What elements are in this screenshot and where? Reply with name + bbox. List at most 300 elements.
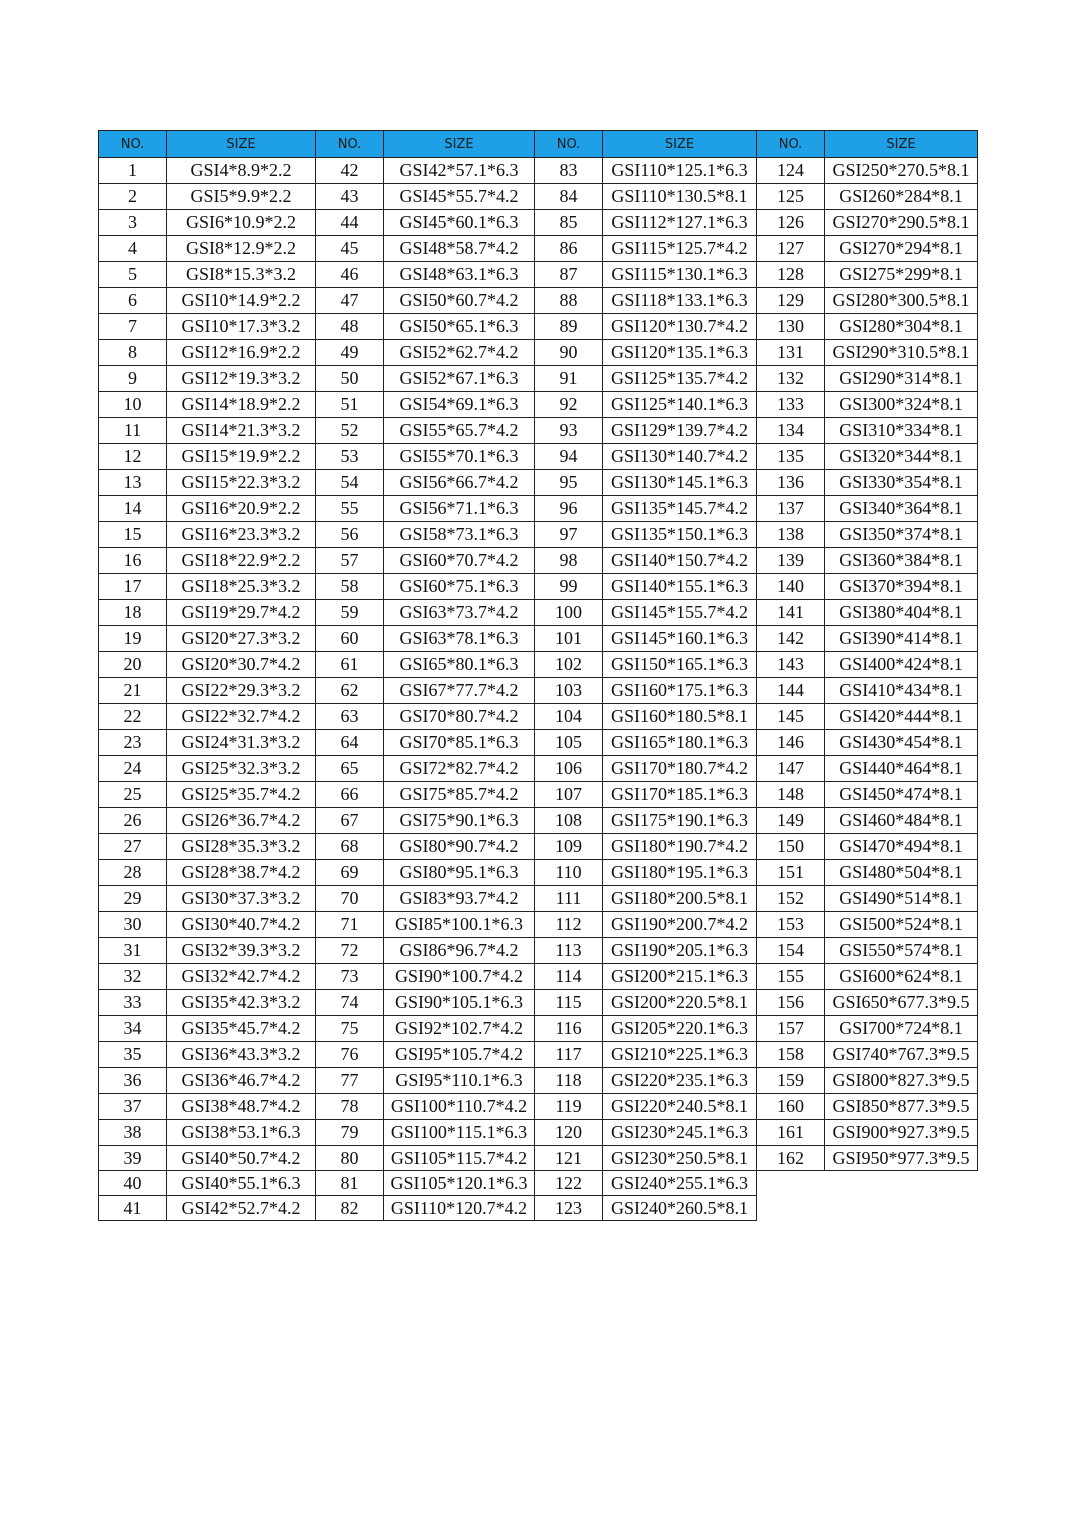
size-cell: GSI140*155.1*6.3 bbox=[603, 574, 757, 600]
table-row bbox=[99, 210, 978, 236]
size-cell: GSI740*767.3*9.5 bbox=[825, 1042, 978, 1068]
size-cell: GSI160*180.5*8.1 bbox=[603, 704, 757, 730]
size-cell: GSI145*160.1*6.3 bbox=[603, 626, 757, 652]
table-row bbox=[99, 756, 978, 782]
table-row bbox=[99, 1068, 978, 1094]
no-cell: 69 bbox=[316, 860, 384, 886]
table-row bbox=[99, 418, 978, 444]
header-size-col-1: SIZE bbox=[167, 131, 316, 158]
no-cell: 147 bbox=[757, 756, 825, 782]
table-row bbox=[99, 886, 978, 912]
table-row bbox=[99, 782, 978, 808]
size-cell: GSI115*130.1*6.3 bbox=[603, 262, 757, 288]
size-cell: GSI95*110.1*6.3 bbox=[384, 1068, 535, 1094]
no-cell: 60 bbox=[316, 626, 384, 652]
no-cell: 130 bbox=[757, 314, 825, 340]
no-cell: 86 bbox=[535, 236, 603, 262]
no-cell: 50 bbox=[316, 366, 384, 392]
size-cell: GSI75*85.7*4.2 bbox=[384, 782, 535, 808]
no-cell: 145 bbox=[757, 704, 825, 730]
size-cell: GSI270*290.5*8.1 bbox=[825, 210, 978, 236]
empty-cell bbox=[757, 1196, 825, 1221]
no-cell: 23 bbox=[99, 730, 167, 756]
size-cell: GSI205*220.1*6.3 bbox=[603, 1016, 757, 1042]
no-cell: 142 bbox=[757, 626, 825, 652]
size-cell: GSI28*38.7*4.2 bbox=[167, 860, 316, 886]
size-cell: GSI15*19.9*2.2 bbox=[167, 444, 316, 470]
size-cell: GSI63*73.7*4.2 bbox=[384, 600, 535, 626]
no-cell: 104 bbox=[535, 704, 603, 730]
no-cell: 132 bbox=[757, 366, 825, 392]
table-row bbox=[99, 548, 978, 574]
no-cell: 155 bbox=[757, 964, 825, 990]
size-cell: GSI25*32.3*3.2 bbox=[167, 756, 316, 782]
size-cell: GSI20*30.7*4.2 bbox=[167, 652, 316, 678]
no-cell: 39 bbox=[99, 1146, 167, 1171]
no-cell: 79 bbox=[316, 1120, 384, 1146]
size-cell: GSI170*180.7*4.2 bbox=[603, 756, 757, 782]
size-cell: GSI22*32.7*4.2 bbox=[167, 704, 316, 730]
size-cell: GSI135*145.7*4.2 bbox=[603, 496, 757, 522]
empty-cell bbox=[825, 1171, 978, 1196]
size-cell: GSI40*50.7*4.2 bbox=[167, 1146, 316, 1171]
no-cell: 33 bbox=[99, 990, 167, 1016]
no-cell: 131 bbox=[757, 340, 825, 366]
table-row bbox=[99, 730, 978, 756]
size-cell: GSI190*205.1*6.3 bbox=[603, 938, 757, 964]
no-cell: 53 bbox=[316, 444, 384, 470]
no-cell: 156 bbox=[757, 990, 825, 1016]
size-cell: GSI340*364*8.1 bbox=[825, 496, 978, 522]
no-cell: 118 bbox=[535, 1068, 603, 1094]
table-row bbox=[99, 990, 978, 1016]
no-cell: 21 bbox=[99, 678, 167, 704]
table-row bbox=[99, 860, 978, 886]
no-cell: 32 bbox=[99, 964, 167, 990]
no-cell: 138 bbox=[757, 522, 825, 548]
size-cell: GSI110*125.1*6.3 bbox=[603, 158, 757, 184]
header-no-col-1: NO. bbox=[99, 131, 167, 158]
size-cell: GSI105*115.7*4.2 bbox=[384, 1146, 535, 1171]
size-cell: GSI420*444*8.1 bbox=[825, 704, 978, 730]
size-cell: GSI60*75.1*6.3 bbox=[384, 574, 535, 600]
table-row bbox=[99, 184, 978, 210]
header-row bbox=[99, 131, 978, 158]
size-cell: GSI90*100.7*4.2 bbox=[384, 964, 535, 990]
size-cell: GSI118*133.1*6.3 bbox=[603, 288, 757, 314]
size-table bbox=[98, 130, 978, 1221]
no-cell: 127 bbox=[757, 236, 825, 262]
no-cell: 99 bbox=[535, 574, 603, 600]
no-cell: 141 bbox=[757, 600, 825, 626]
no-cell: 54 bbox=[316, 470, 384, 496]
table-row bbox=[99, 158, 978, 184]
size-cell: GSI135*150.1*6.3 bbox=[603, 522, 757, 548]
no-cell: 152 bbox=[757, 886, 825, 912]
size-cell: GSI300*324*8.1 bbox=[825, 392, 978, 418]
size-cell: GSI28*35.3*3.2 bbox=[167, 834, 316, 860]
size-cell: GSI4*8.9*2.2 bbox=[167, 158, 316, 184]
table-row bbox=[99, 652, 978, 678]
no-cell: 29 bbox=[99, 886, 167, 912]
size-cell: GSI55*65.7*4.2 bbox=[384, 418, 535, 444]
no-cell: 87 bbox=[535, 262, 603, 288]
no-cell: 111 bbox=[535, 886, 603, 912]
size-cell: GSI80*90.7*4.2 bbox=[384, 834, 535, 860]
no-cell: 19 bbox=[99, 626, 167, 652]
size-cell: GSI45*60.1*6.3 bbox=[384, 210, 535, 236]
no-cell: 81 bbox=[316, 1171, 384, 1196]
header-no-col-4: NO. bbox=[757, 131, 825, 158]
no-cell: 52 bbox=[316, 418, 384, 444]
no-cell: 24 bbox=[99, 756, 167, 782]
size-cell: GSI360*384*8.1 bbox=[825, 548, 978, 574]
size-cell: GSI230*245.1*6.3 bbox=[603, 1120, 757, 1146]
table-row bbox=[99, 340, 978, 366]
size-cell: GSI12*19.3*3.2 bbox=[167, 366, 316, 392]
table-row bbox=[99, 704, 978, 730]
header-size-col-2: SIZE bbox=[384, 131, 535, 158]
size-cell: GSI8*12.9*2.2 bbox=[167, 236, 316, 262]
size-cell: GSI63*78.1*6.3 bbox=[384, 626, 535, 652]
size-cell: GSI56*71.1*6.3 bbox=[384, 496, 535, 522]
size-cell: GSI19*29.7*4.2 bbox=[167, 600, 316, 626]
size-cell: GSI280*300.5*8.1 bbox=[825, 288, 978, 314]
size-cell: GSI48*63.1*6.3 bbox=[384, 262, 535, 288]
no-cell: 128 bbox=[757, 262, 825, 288]
size-cell: GSI15*22.3*3.2 bbox=[167, 470, 316, 496]
size-cell: GSI8*15.3*3.2 bbox=[167, 262, 316, 288]
size-cell: GSI180*190.7*4.2 bbox=[603, 834, 757, 860]
no-cell: 139 bbox=[757, 548, 825, 574]
no-cell: 73 bbox=[316, 964, 384, 990]
size-cell: GSI112*127.1*6.3 bbox=[603, 210, 757, 236]
no-cell: 43 bbox=[316, 184, 384, 210]
no-cell: 75 bbox=[316, 1016, 384, 1042]
no-cell: 112 bbox=[535, 912, 603, 938]
size-cell: GSI60*70.7*4.2 bbox=[384, 548, 535, 574]
no-cell: 121 bbox=[535, 1146, 603, 1171]
no-cell: 97 bbox=[535, 522, 603, 548]
table-row bbox=[99, 496, 978, 522]
size-cell: GSI500*524*8.1 bbox=[825, 912, 978, 938]
size-cell: GSI25*35.7*4.2 bbox=[167, 782, 316, 808]
size-cell: GSI130*145.1*6.3 bbox=[603, 470, 757, 496]
no-cell: 88 bbox=[535, 288, 603, 314]
no-cell: 134 bbox=[757, 418, 825, 444]
size-cell: GSI16*23.3*3.2 bbox=[167, 522, 316, 548]
table-row bbox=[99, 470, 978, 496]
no-cell: 71 bbox=[316, 912, 384, 938]
size-cell: GSI165*180.1*6.3 bbox=[603, 730, 757, 756]
size-cell: GSI55*70.1*6.3 bbox=[384, 444, 535, 470]
no-cell: 103 bbox=[535, 678, 603, 704]
no-cell: 95 bbox=[535, 470, 603, 496]
no-cell: 55 bbox=[316, 496, 384, 522]
table-row bbox=[99, 366, 978, 392]
table-row bbox=[99, 964, 978, 990]
no-cell: 143 bbox=[757, 652, 825, 678]
no-cell: 59 bbox=[316, 600, 384, 626]
no-cell: 113 bbox=[535, 938, 603, 964]
size-cell: GSI200*215.1*6.3 bbox=[603, 964, 757, 990]
size-cell: GSI52*67.1*6.3 bbox=[384, 366, 535, 392]
no-cell: 44 bbox=[316, 210, 384, 236]
no-cell: 98 bbox=[535, 548, 603, 574]
table-row bbox=[99, 938, 978, 964]
table-row bbox=[99, 262, 978, 288]
no-cell: 151 bbox=[757, 860, 825, 886]
no-cell: 12 bbox=[99, 444, 167, 470]
no-cell: 15 bbox=[99, 522, 167, 548]
size-cell: GSI20*27.3*3.2 bbox=[167, 626, 316, 652]
size-cell: GSI370*394*8.1 bbox=[825, 574, 978, 600]
no-cell: 5 bbox=[99, 262, 167, 288]
size-cell: GSI290*314*8.1 bbox=[825, 366, 978, 392]
no-cell: 153 bbox=[757, 912, 825, 938]
size-cell: GSI900*927.3*9.5 bbox=[825, 1120, 978, 1146]
size-cell: GSI450*474*8.1 bbox=[825, 782, 978, 808]
no-cell: 133 bbox=[757, 392, 825, 418]
no-cell: 41 bbox=[99, 1196, 167, 1221]
no-cell: 123 bbox=[535, 1196, 603, 1221]
size-cell: GSI95*105.7*4.2 bbox=[384, 1042, 535, 1068]
no-cell: 6 bbox=[99, 288, 167, 314]
no-cell: 37 bbox=[99, 1094, 167, 1120]
size-cell: GSI850*877.3*9.5 bbox=[825, 1094, 978, 1120]
table-row bbox=[99, 1171, 978, 1196]
empty-cell bbox=[825, 1196, 978, 1221]
size-cell: GSI460*484*8.1 bbox=[825, 808, 978, 834]
no-cell: 61 bbox=[316, 652, 384, 678]
size-cell: GSI105*120.1*6.3 bbox=[384, 1171, 535, 1196]
size-cell: GSI86*96.7*4.2 bbox=[384, 938, 535, 964]
header-size-col-3: SIZE bbox=[603, 131, 757, 158]
no-cell: 109 bbox=[535, 834, 603, 860]
no-cell: 135 bbox=[757, 444, 825, 470]
size-cell: GSI650*677.3*9.5 bbox=[825, 990, 978, 1016]
no-cell: 96 bbox=[535, 496, 603, 522]
size-cell: GSI200*220.5*8.1 bbox=[603, 990, 757, 1016]
table-row bbox=[99, 1016, 978, 1042]
no-cell: 101 bbox=[535, 626, 603, 652]
size-cell: GSI32*39.3*3.2 bbox=[167, 938, 316, 964]
no-cell: 34 bbox=[99, 1016, 167, 1042]
no-cell: 92 bbox=[535, 392, 603, 418]
no-cell: 46 bbox=[316, 262, 384, 288]
size-cell: GSI30*40.7*4.2 bbox=[167, 912, 316, 938]
size-cell: GSI480*504*8.1 bbox=[825, 860, 978, 886]
table-row bbox=[99, 522, 978, 548]
no-cell: 110 bbox=[535, 860, 603, 886]
no-cell: 124 bbox=[757, 158, 825, 184]
no-cell: 162 bbox=[757, 1146, 825, 1171]
size-cell: GSI75*90.1*6.3 bbox=[384, 808, 535, 834]
table-row bbox=[99, 574, 978, 600]
size-cell: GSI310*334*8.1 bbox=[825, 418, 978, 444]
no-cell: 38 bbox=[99, 1120, 167, 1146]
size-cell: GSI30*37.3*3.2 bbox=[167, 886, 316, 912]
size-cell: GSI390*414*8.1 bbox=[825, 626, 978, 652]
no-cell: 57 bbox=[316, 548, 384, 574]
size-cell: GSI36*46.7*4.2 bbox=[167, 1068, 316, 1094]
size-cell: GSI85*100.1*6.3 bbox=[384, 912, 535, 938]
header-no-col-2: NO. bbox=[316, 131, 384, 158]
no-cell: 89 bbox=[535, 314, 603, 340]
size-cell: GSI70*85.1*6.3 bbox=[384, 730, 535, 756]
size-cell: GSI50*65.1*6.3 bbox=[384, 314, 535, 340]
no-cell: 49 bbox=[316, 340, 384, 366]
no-cell: 117 bbox=[535, 1042, 603, 1068]
size-cell: GSI129*139.7*4.2 bbox=[603, 418, 757, 444]
size-cell: GSI240*260.5*8.1 bbox=[603, 1196, 757, 1221]
size-cell: GSI350*374*8.1 bbox=[825, 522, 978, 548]
no-cell: 82 bbox=[316, 1196, 384, 1221]
no-cell: 8 bbox=[99, 340, 167, 366]
size-cell: GSI36*43.3*3.2 bbox=[167, 1042, 316, 1068]
no-cell: 129 bbox=[757, 288, 825, 314]
no-cell: 91 bbox=[535, 366, 603, 392]
size-cell: GSI160*175.1*6.3 bbox=[603, 678, 757, 704]
size-cell: GSI48*58.7*4.2 bbox=[384, 236, 535, 262]
no-cell: 3 bbox=[99, 210, 167, 236]
size-cell: GSI180*195.1*6.3 bbox=[603, 860, 757, 886]
no-cell: 17 bbox=[99, 574, 167, 600]
table-row bbox=[99, 912, 978, 938]
size-cell: GSI190*200.7*4.2 bbox=[603, 912, 757, 938]
size-cell: GSI42*57.1*6.3 bbox=[384, 158, 535, 184]
no-cell: 1 bbox=[99, 158, 167, 184]
no-cell: 116 bbox=[535, 1016, 603, 1042]
no-cell: 18 bbox=[99, 600, 167, 626]
table-row bbox=[99, 1094, 978, 1120]
table-row bbox=[99, 808, 978, 834]
no-cell: 35 bbox=[99, 1042, 167, 1068]
no-cell: 16 bbox=[99, 548, 167, 574]
no-cell: 157 bbox=[757, 1016, 825, 1042]
no-cell: 80 bbox=[316, 1146, 384, 1171]
no-cell: 36 bbox=[99, 1068, 167, 1094]
size-cell: GSI275*299*8.1 bbox=[825, 262, 978, 288]
no-cell: 126 bbox=[757, 210, 825, 236]
no-cell: 7 bbox=[99, 314, 167, 340]
size-cell: GSI270*294*8.1 bbox=[825, 236, 978, 262]
table-row bbox=[99, 1146, 978, 1171]
no-cell: 27 bbox=[99, 834, 167, 860]
size-cell: GSI72*82.7*4.2 bbox=[384, 756, 535, 782]
no-cell: 63 bbox=[316, 704, 384, 730]
no-cell: 64 bbox=[316, 730, 384, 756]
no-cell: 93 bbox=[535, 418, 603, 444]
table-row bbox=[99, 1042, 978, 1068]
size-cell: GSI5*9.9*2.2 bbox=[167, 184, 316, 210]
size-cell: GSI115*125.7*4.2 bbox=[603, 236, 757, 262]
no-cell: 67 bbox=[316, 808, 384, 834]
no-cell: 45 bbox=[316, 236, 384, 262]
no-cell: 76 bbox=[316, 1042, 384, 1068]
size-cell: GSI32*42.7*4.2 bbox=[167, 964, 316, 990]
size-cell: GSI35*42.3*3.2 bbox=[167, 990, 316, 1016]
size-cell: GSI90*105.1*6.3 bbox=[384, 990, 535, 1016]
size-cell: GSI175*190.1*6.3 bbox=[603, 808, 757, 834]
size-cell: GSI58*73.1*6.3 bbox=[384, 522, 535, 548]
no-cell: 161 bbox=[757, 1120, 825, 1146]
size-cell: GSI45*55.7*4.2 bbox=[384, 184, 535, 210]
no-cell: 149 bbox=[757, 808, 825, 834]
no-cell: 58 bbox=[316, 574, 384, 600]
no-cell: 4 bbox=[99, 236, 167, 262]
no-cell: 136 bbox=[757, 470, 825, 496]
size-cell: GSI125*135.7*4.2 bbox=[603, 366, 757, 392]
no-cell: 106 bbox=[535, 756, 603, 782]
size-cell: GSI145*155.7*4.2 bbox=[603, 600, 757, 626]
no-cell: 108 bbox=[535, 808, 603, 834]
size-cell: GSI250*270.5*8.1 bbox=[825, 158, 978, 184]
no-cell: 158 bbox=[757, 1042, 825, 1068]
no-cell: 9 bbox=[99, 366, 167, 392]
no-cell: 26 bbox=[99, 808, 167, 834]
size-cell: GSI170*185.1*6.3 bbox=[603, 782, 757, 808]
size-cell: GSI320*344*8.1 bbox=[825, 444, 978, 470]
size-cell: GSI380*404*8.1 bbox=[825, 600, 978, 626]
size-cell: GSI24*31.3*3.2 bbox=[167, 730, 316, 756]
no-cell: 148 bbox=[757, 782, 825, 808]
size-cell: GSI38*48.7*4.2 bbox=[167, 1094, 316, 1120]
table-row bbox=[99, 1120, 978, 1146]
no-cell: 100 bbox=[535, 600, 603, 626]
size-cell: GSI410*434*8.1 bbox=[825, 678, 978, 704]
size-cell: GSI18*22.9*2.2 bbox=[167, 548, 316, 574]
size-cell: GSI130*140.7*4.2 bbox=[603, 444, 757, 470]
size-cell: GSI400*424*8.1 bbox=[825, 652, 978, 678]
no-cell: 62 bbox=[316, 678, 384, 704]
no-cell: 42 bbox=[316, 158, 384, 184]
size-cell: GSI67*77.7*4.2 bbox=[384, 678, 535, 704]
size-cell: GSI38*53.1*6.3 bbox=[167, 1120, 316, 1146]
no-cell: 31 bbox=[99, 938, 167, 964]
size-cell: GSI6*10.9*2.2 bbox=[167, 210, 316, 236]
size-cell: GSI40*55.1*6.3 bbox=[167, 1171, 316, 1196]
no-cell: 40 bbox=[99, 1171, 167, 1196]
size-cell: GSI240*255.1*6.3 bbox=[603, 1171, 757, 1196]
size-cell: GSI54*69.1*6.3 bbox=[384, 392, 535, 418]
size-cell: GSI70*80.7*4.2 bbox=[384, 704, 535, 730]
size-cell: GSI83*93.7*4.2 bbox=[384, 886, 535, 912]
no-cell: 150 bbox=[757, 834, 825, 860]
size-cell: GSI440*464*8.1 bbox=[825, 756, 978, 782]
no-cell: 68 bbox=[316, 834, 384, 860]
no-cell: 115 bbox=[535, 990, 603, 1016]
no-cell: 159 bbox=[757, 1068, 825, 1094]
size-cell: GSI470*494*8.1 bbox=[825, 834, 978, 860]
size-cell: GSI125*140.1*6.3 bbox=[603, 392, 757, 418]
no-cell: 20 bbox=[99, 652, 167, 678]
size-cell: GSI26*36.7*4.2 bbox=[167, 808, 316, 834]
no-cell: 146 bbox=[757, 730, 825, 756]
size-cell: GSI16*20.9*2.2 bbox=[167, 496, 316, 522]
no-cell: 65 bbox=[316, 756, 384, 782]
no-cell: 2 bbox=[99, 184, 167, 210]
table-row bbox=[99, 444, 978, 470]
table-row bbox=[99, 1196, 978, 1221]
size-cell: GSI140*150.7*4.2 bbox=[603, 548, 757, 574]
no-cell: 160 bbox=[757, 1094, 825, 1120]
no-cell: 122 bbox=[535, 1171, 603, 1196]
no-cell: 114 bbox=[535, 964, 603, 990]
no-cell: 51 bbox=[316, 392, 384, 418]
no-cell: 83 bbox=[535, 158, 603, 184]
no-cell: 90 bbox=[535, 340, 603, 366]
